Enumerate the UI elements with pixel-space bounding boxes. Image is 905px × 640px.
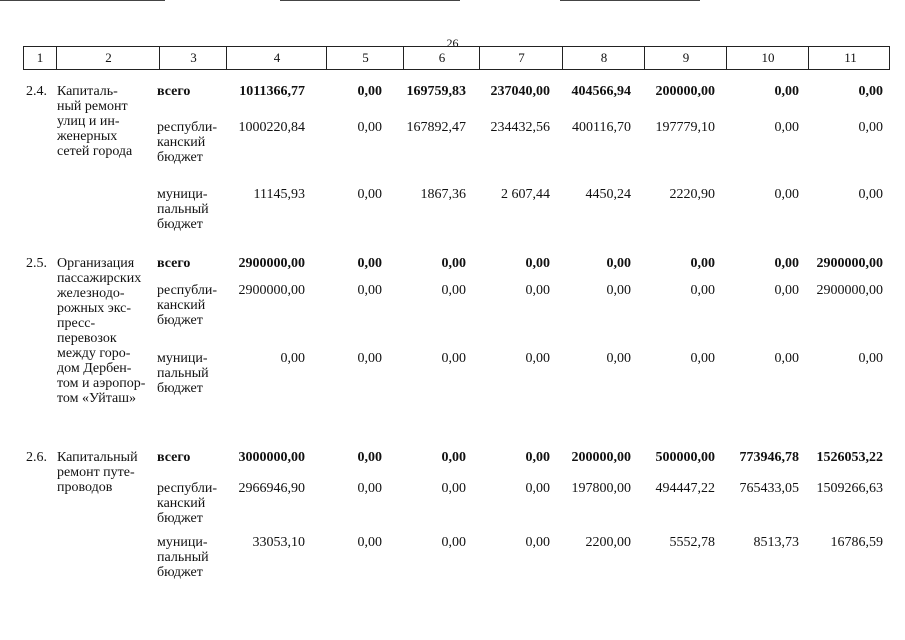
section-name: Капиталь- ный ремонт улиц и ин- женерных сетей города [57,84,133,159]
value-cell: 16786,59 [830,535,883,550]
value-cell: 2900000,00 [816,283,883,298]
section-number: 2.4. [26,84,47,99]
value-cell: 0,00 [357,535,382,550]
value-cell: 5552,78 [669,535,715,550]
section-number: 2.6. [26,450,47,465]
value-cell: 200000,00 [571,450,631,465]
value-cell: 4450,24 [585,187,631,202]
value-cell: 0,00 [357,256,382,271]
column-header-8: 8 [562,47,645,69]
source-label: муници- пальный бюджет [157,187,209,232]
value-cell: 0,00 [357,187,382,202]
column-header-7: 7 [479,47,563,69]
value-cell: 167892,47 [406,120,466,135]
value-cell: 0,00 [774,120,799,135]
source-label: всего [157,450,191,465]
value-cell: 0,00 [774,84,799,99]
value-cell: 0,00 [525,283,550,298]
value-cell: 2900000,00 [238,256,305,271]
value-cell: 33053,10 [252,535,305,550]
value-cell: 0,00 [357,120,382,135]
value-cell: 0,00 [774,283,799,298]
value-cell: 0,00 [858,84,883,99]
value-cell: 0,00 [858,120,883,135]
value-cell: 0,00 [774,351,799,366]
value-cell: 0,00 [441,283,466,298]
column-header-9: 9 [644,47,727,69]
top-rule-right [560,0,700,1]
value-cell: 0,00 [280,351,305,366]
value-cell: 500000,00 [655,450,715,465]
value-cell: 0,00 [690,283,715,298]
value-cell: 494447,22 [655,481,715,496]
value-cell: 11145,93 [253,187,305,202]
value-cell: 1526053,22 [816,450,883,465]
value-cell: 400116,70 [572,120,631,135]
value-cell: 0,00 [774,187,799,202]
value-cell: 1509266,63 [816,481,883,496]
value-cell: 2220,90 [669,187,715,202]
value-cell: 0,00 [606,283,631,298]
column-header-11: 11 [808,47,892,69]
value-cell: 234432,56 [490,120,550,135]
top-rule-mid [280,0,460,1]
page-number: 26 [446,36,459,50]
source-label: республи- канский бюджет [157,283,217,328]
column-header-6: 6 [403,47,480,69]
value-cell: 197779,10 [655,120,715,135]
value-cell: 0,00 [357,283,382,298]
column-header-3: 3 [159,47,227,69]
value-cell: 200000,00 [655,84,715,99]
top-rule-left [0,0,165,1]
value-cell: 1867,36 [420,187,466,202]
value-cell: 0,00 [357,351,382,366]
value-cell: 2200,00 [585,535,631,550]
column-header-1: 1 [36,50,44,65]
column-header-10: 10 [726,47,809,69]
value-cell: 765433,05 [739,481,799,496]
value-cell: 0,00 [525,450,550,465]
value-cell: 0,00 [525,256,550,271]
value-cell: 0,00 [441,351,466,366]
value-cell: 0,00 [357,84,382,99]
value-cell: 0,00 [525,351,550,366]
section-name: Организация пассажирских железнодо- рожных экс- пресс- перевозок между горо- дом Дербен- том и аэропор- том «Уйташ» [57,256,146,406]
value-cell: 197800,00 [571,481,631,496]
section-number: 2.5. [26,256,47,271]
value-cell: 0,00 [357,450,382,465]
value-cell: 237040,00 [490,84,550,99]
value-cell: 2900000,00 [238,283,305,298]
value-cell: 8513,73 [753,535,799,550]
value-cell: 0,00 [858,351,883,366]
value-cell: 0,00 [441,256,466,271]
source-label: республи- канский бюджет [157,481,217,526]
source-label: всего [157,84,191,99]
source-label: всего [157,256,191,271]
value-cell: 169759,83 [406,84,466,99]
value-cell: 0,00 [606,256,631,271]
column-header-2: 2 [56,47,160,69]
value-cell: 0,00 [441,481,466,496]
source-label: муници- пальный бюджет [157,535,209,580]
column-number-header [23,46,890,70]
source-label: муници- пальный бюджет [157,351,209,396]
value-cell: 0,00 [525,535,550,550]
value-cell: 1000220,84 [238,120,305,135]
value-cell: 0,00 [441,535,466,550]
value-cell: 0,00 [357,481,382,496]
section-name: Капитальный ремонт путе- проводов [57,450,138,495]
value-cell: 0,00 [858,187,883,202]
source-label: республи- канский бюджет [157,120,217,165]
value-cell: 404566,94 [571,84,631,99]
value-cell: 773946,78 [739,450,799,465]
value-cell: 0,00 [690,351,715,366]
value-cell: 1011366,77 [239,84,305,99]
value-cell: 0,00 [690,256,715,271]
column-header-5: 5 [326,47,404,69]
column-header-4: 4 [226,47,327,69]
value-cell: 0,00 [441,450,466,465]
value-cell: 2 607,44 [501,187,550,202]
value-cell: 2900000,00 [816,256,883,271]
value-cell: 0,00 [525,481,550,496]
value-cell: 3000000,00 [238,450,305,465]
value-cell: 2966946,90 [238,481,305,496]
value-cell: 0,00 [606,351,631,366]
value-cell: 0,00 [774,256,799,271]
